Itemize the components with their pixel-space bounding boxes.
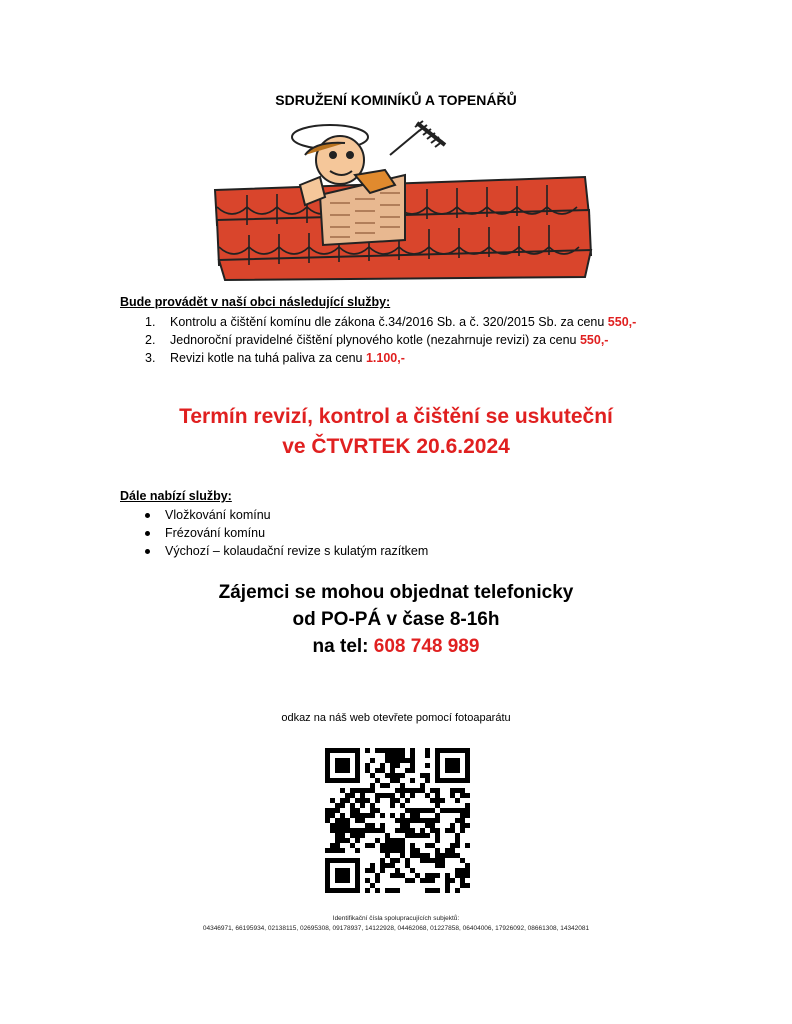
extra-service-text: Výchozí – kolaudační revize s kulatým razítkem bbox=[165, 544, 429, 558]
extra-service-text: Frézování komínu bbox=[165, 526, 266, 540]
list-number: 3. bbox=[145, 351, 156, 365]
service-price: 550,- bbox=[579, 333, 609, 347]
phone-label: na tel: bbox=[312, 636, 374, 657]
extra-service-text: Vložkování komínu bbox=[165, 508, 271, 522]
list-item bbox=[145, 524, 545, 542]
list-number: 2. bbox=[145, 333, 156, 347]
phone-number: 608 748 989 bbox=[373, 636, 480, 657]
contact-line-1: Zájemci se mohou objednat telefonicky bbox=[218, 582, 574, 603]
service-text: Kontrolu a čištění komínu dle zákona č.34/2016 Sb. a č. 320/2015 Sb. za cenu bbox=[170, 315, 608, 329]
service-text: Jednoroční pravidelné čištění plynového kotle (nezahrnuje revizi) za cenu bbox=[170, 333, 580, 347]
page-title: SDRUŽENÍ KOMINÍKŮ A TOPENÁŘŮ bbox=[275, 92, 517, 108]
extra-services-list bbox=[145, 506, 545, 562]
list-item bbox=[145, 331, 705, 349]
qr-code-icon[interactable] bbox=[325, 748, 470, 893]
list-item bbox=[145, 313, 705, 331]
service-price: 550,- bbox=[607, 315, 637, 329]
contact-line-2: od PO-PÁ v čase 8-16h bbox=[292, 609, 500, 630]
chimney-sweep-illustration bbox=[205, 115, 595, 285]
chimney-brush bbox=[390, 121, 445, 155]
bullet-icon bbox=[145, 513, 150, 518]
list-item bbox=[145, 506, 545, 524]
list-item bbox=[145, 349, 705, 367]
services-heading: Bude provádět v naší obci následující služby: bbox=[120, 295, 391, 309]
service-text: Revizi kotle na tuhá paliva za cenu bbox=[170, 351, 366, 365]
extra-services-heading: Dále nabízí služby: bbox=[120, 489, 232, 503]
contact-phone-line bbox=[0, 633, 792, 660]
announcement-line-1: Termín revizí, kontrol a čištění se uskuteční bbox=[179, 405, 613, 428]
bullet-icon bbox=[145, 531, 150, 536]
announcement-line-2: ve ČTVRTEK 20.6.2024 bbox=[282, 435, 510, 458]
service-price: 1.100,- bbox=[365, 351, 405, 365]
list-item bbox=[145, 542, 545, 560]
ids-list: 04346971, 66195934, 02138115, 02695308, 09178937, 14122928, 04462068, 01227858, 06404006, 17926092, 08661308, 14342081 bbox=[202, 925, 590, 932]
ids-label: Identifikační čísla spolupracujících subjektů: bbox=[332, 915, 460, 922]
services-list bbox=[145, 313, 705, 373]
qr-caption: odkaz na náš web otevřete pomocí fotoaparátu bbox=[281, 712, 511, 724]
list-number: 1. bbox=[145, 315, 156, 329]
bullet-icon bbox=[145, 549, 150, 554]
